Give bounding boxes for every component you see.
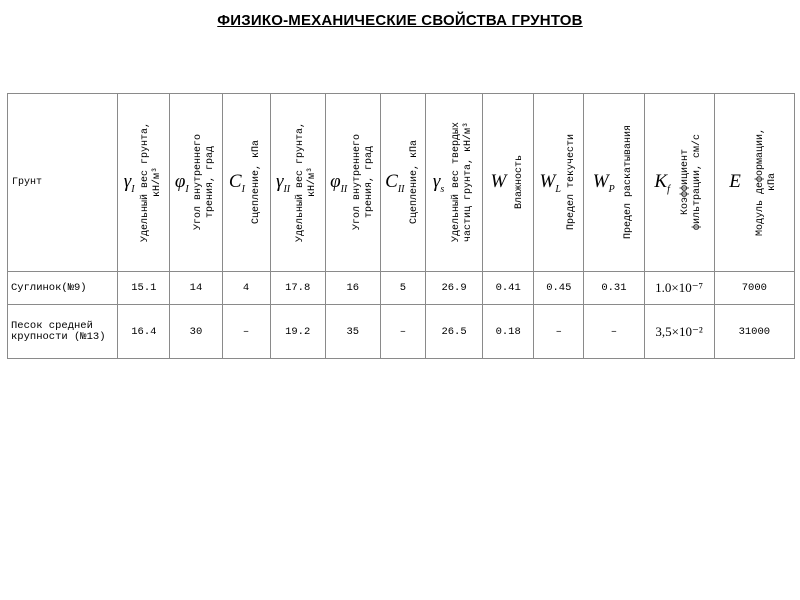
table-cell: 7000 (714, 272, 794, 305)
header-symbol: $\gamma_{II}$ (275, 170, 291, 195)
table-cell: 26.5 (425, 305, 482, 359)
properties-table (7, 93, 795, 359)
table-cell: 16 (325, 272, 380, 305)
cell-ground-name: Суглинок(№9) (8, 272, 118, 305)
table-row (8, 305, 795, 359)
header-caption: Предел раскатывания (623, 125, 635, 240)
header-symbol: $\varphi_I$ (174, 170, 189, 195)
table-row (8, 272, 795, 305)
header-caption: Коэффициент фильтрации, см/с (679, 134, 703, 231)
table-cell: 16.4 (118, 305, 170, 359)
header-symbol: $C_{II}$ (385, 170, 405, 195)
table-cell: 26.9 (425, 272, 482, 305)
header-caption: Влажность (513, 155, 525, 210)
header-symbol: $\gamma_s$ (432, 170, 445, 195)
table-cell: – (222, 305, 270, 359)
table-cell: – (534, 305, 584, 359)
table-cell: 17.8 (270, 272, 325, 305)
table-cell-formula: 1.0×10⁻⁷ (644, 272, 714, 305)
table-cell: 15.1 (118, 272, 170, 305)
table-cell: 0.41 (483, 272, 534, 305)
header-caption: Сцепление, кПа (251, 140, 263, 225)
header-symbol: E (729, 170, 741, 192)
header-col-phi-i (170, 94, 222, 272)
header-caption: Сцепление, кПа (408, 140, 420, 225)
table-cell: 31000 (714, 305, 794, 359)
table-cell: 0.31 (584, 272, 644, 305)
cell-ground-name: Песок средней крупности (№13) (8, 305, 118, 359)
header-caption: Угол внутреннего трения, град (193, 134, 217, 231)
table-cell: 30 (170, 305, 222, 359)
header-symbol: $K_f$ (654, 170, 670, 195)
header-row (8, 94, 795, 272)
header-symbol: $\gamma_I$ (123, 170, 135, 195)
header-col-w (483, 94, 534, 272)
table-cell: 0.18 (483, 305, 534, 359)
table-cell: 14 (170, 272, 222, 305)
table-cell: – (584, 305, 644, 359)
header-col-w-l (534, 94, 584, 272)
header-col-k-f (644, 94, 714, 272)
table-cell: 0.45 (534, 272, 584, 305)
header-col-gamma-s (425, 94, 482, 272)
header-col-gamma-ii (270, 94, 325, 272)
header-col-gamma-i (118, 94, 170, 272)
header-col-e (714, 94, 794, 272)
header-symbol: $\varphi_{II}$ (330, 170, 348, 195)
header-caption: Предел текучести (566, 134, 578, 231)
table-cell: 4 (222, 272, 270, 305)
header-caption: Удельный вес грунта, кН/м³ (139, 122, 163, 243)
header-caption: Удельный вес твердых частиц грунта, кН/м³ (451, 122, 475, 243)
header-symbol: $W_P$ (592, 170, 615, 195)
header-symbol: $C_I$ (228, 170, 245, 195)
table-cell: 19.2 (270, 305, 325, 359)
table-cell: 5 (380, 272, 425, 305)
header-caption: Угол внутреннего трения, град (351, 134, 375, 231)
header-col-w-p (584, 94, 644, 272)
header-symbol: W (490, 170, 507, 192)
header-ground: Грунт (8, 94, 118, 272)
header-caption: Модуль деформации, кПа (755, 128, 779, 237)
table-cell: 35 (325, 305, 380, 359)
header-col-c-i (222, 94, 270, 272)
header-col-c-ii (380, 94, 425, 272)
header-caption: Удельный вес грунта, кН/м³ (295, 122, 319, 243)
page-title: ФИЗИКО-МЕХАНИЧЕСКИЕ СВОЙСТВА ГРУНТОВ (217, 12, 583, 29)
header-symbol: $W_L$ (539, 170, 561, 195)
table-cell: – (380, 305, 425, 359)
header-col-phi-ii (325, 94, 380, 272)
table-cell-formula: 3,5×10⁻² (644, 305, 714, 359)
